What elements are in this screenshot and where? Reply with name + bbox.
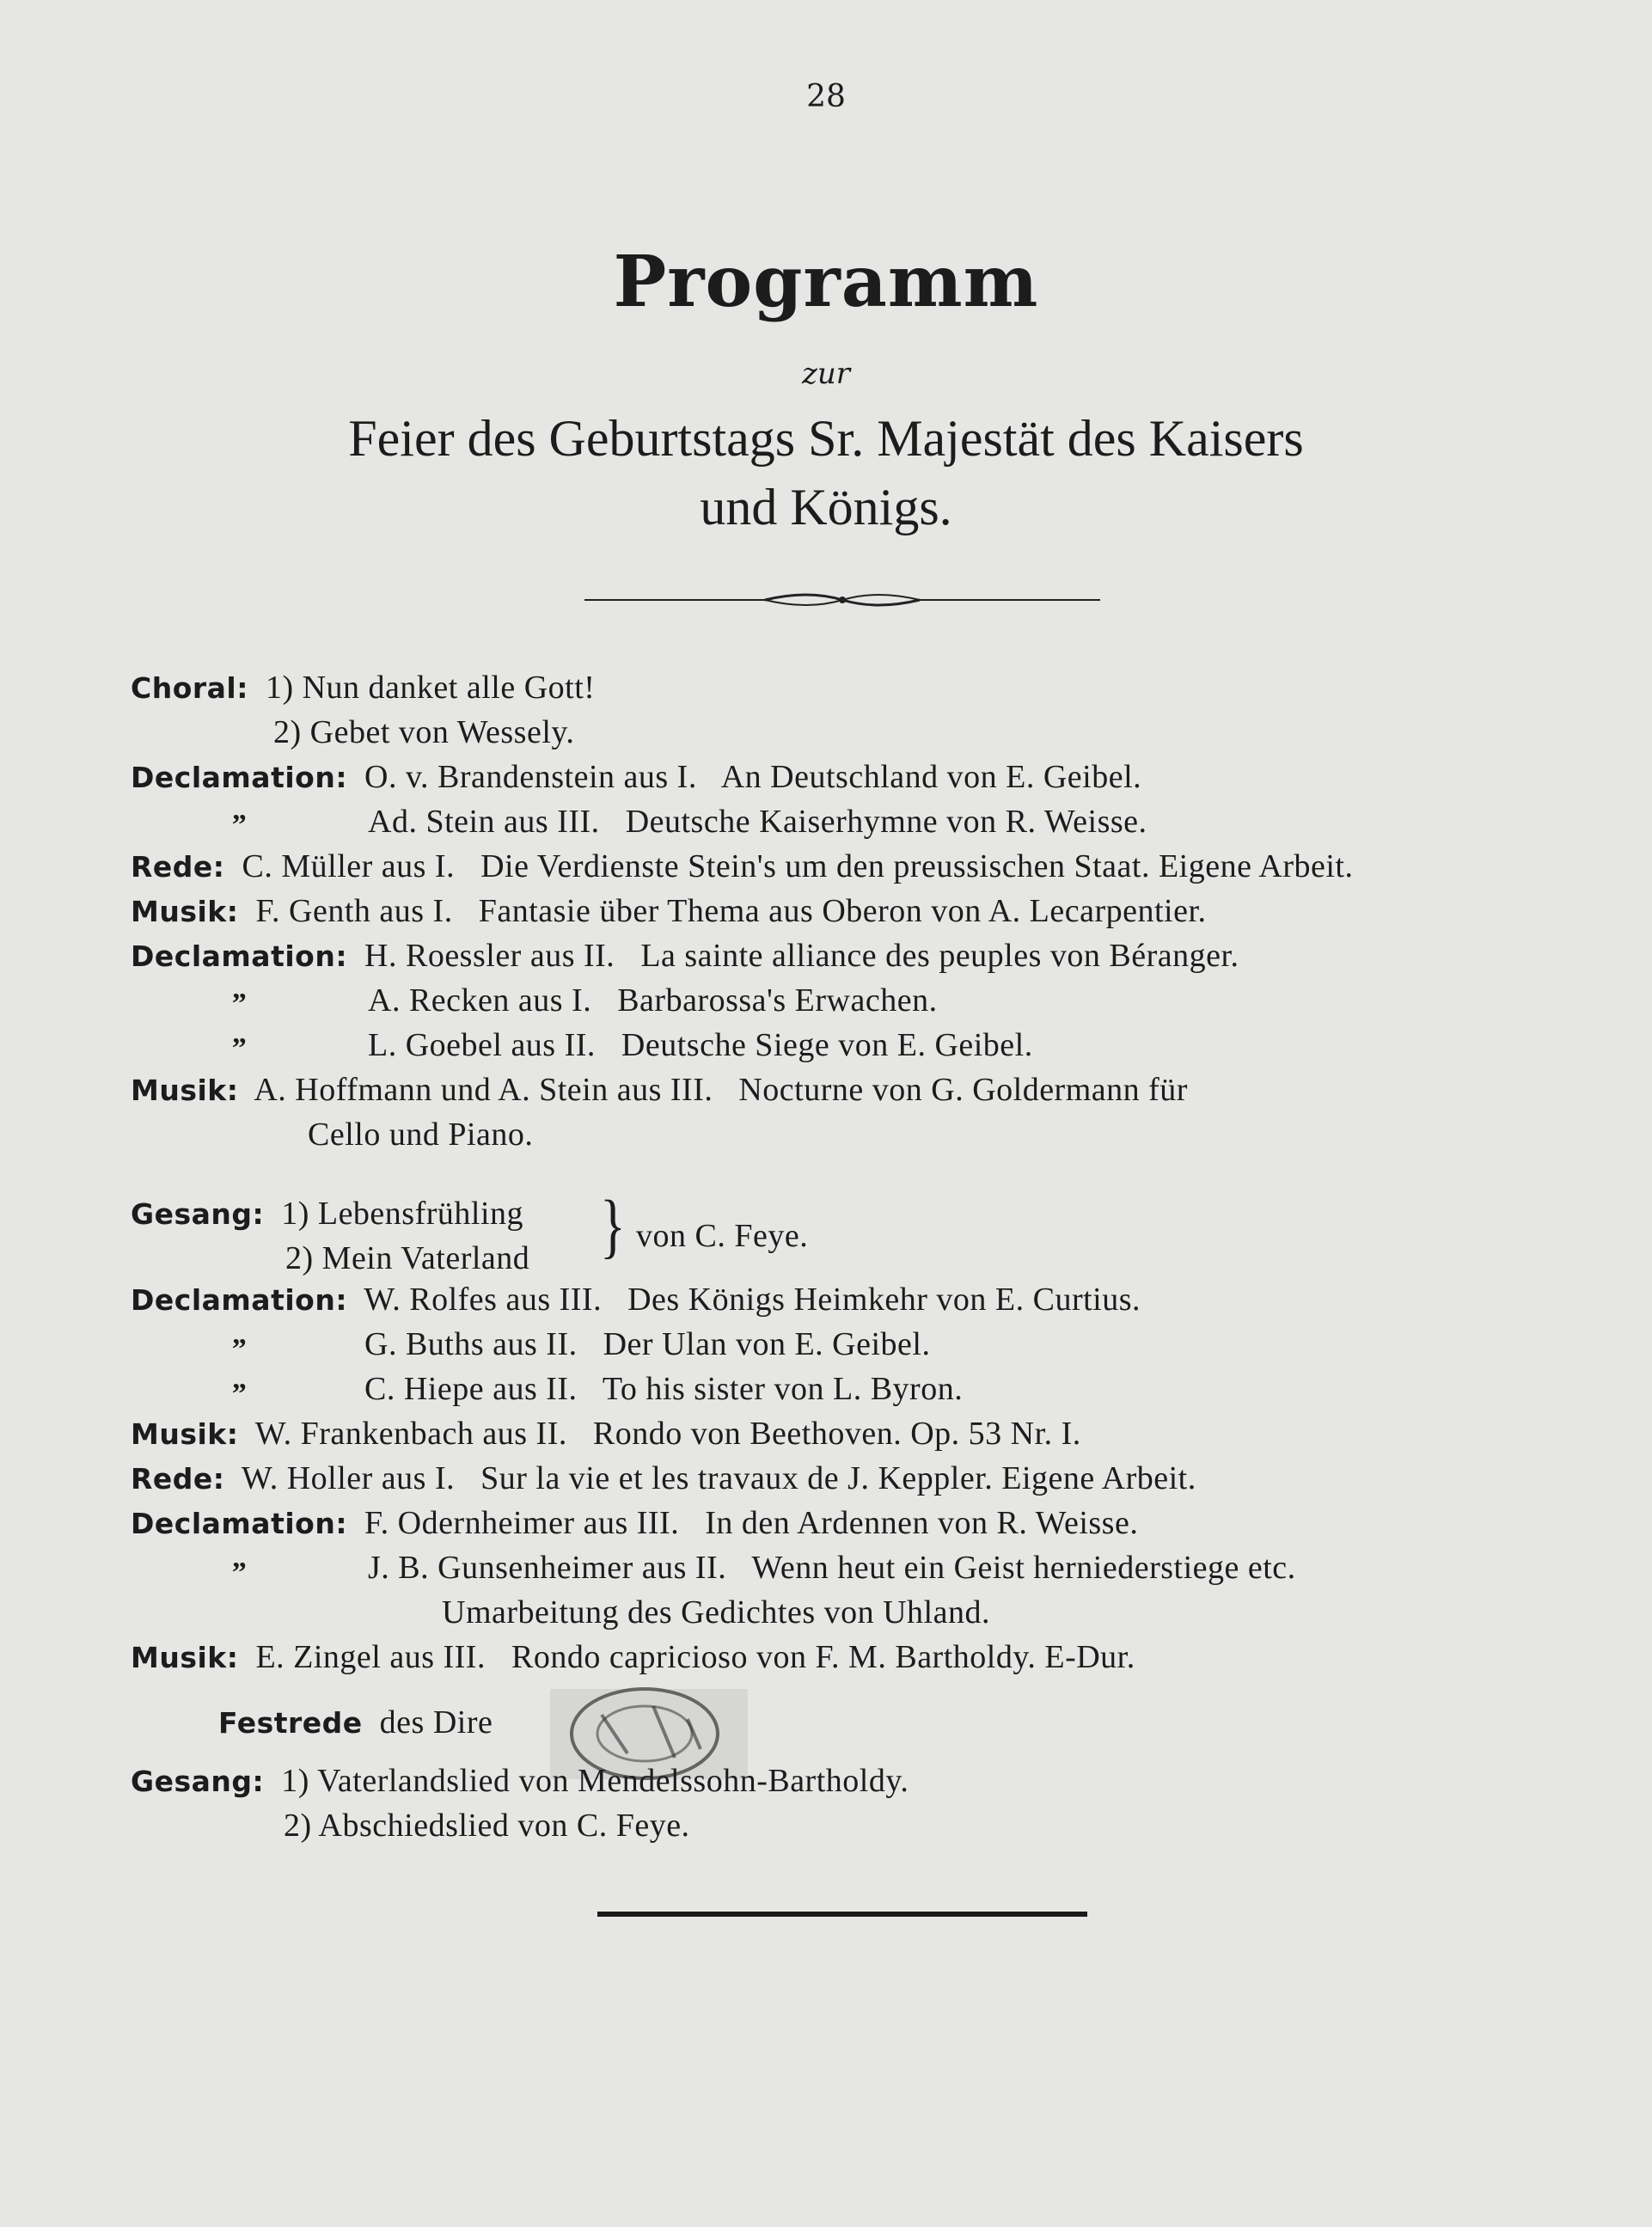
page-number: 28	[806, 79, 846, 114]
performer: A. Recken aus I.	[368, 982, 592, 1019]
program-row-declamation-10-cont	[442, 1594, 990, 1631]
section-label: Musik	[131, 1641, 227, 1674]
performer: W. Frankenbach aus II.	[254, 1416, 567, 1452]
section-label: Declamation	[131, 939, 336, 973]
program-row-declamation-5	[368, 1026, 1033, 1064]
performer: G. Buths aus II.	[364, 1326, 578, 1362]
program-row-gesang-1: Gesang: 1) Lebensfrühling	[131, 1196, 524, 1232]
closing-rule	[597, 1912, 1087, 1917]
piece: Sur la vie et les travaux de J. Keppler. Eigene Arbeit.	[480, 1460, 1196, 1496]
program-row-gesang-3: Gesang: 1) Vaterlandslied von Mendelssohn-Bartholdy.	[131, 1763, 909, 1799]
program-row-gesang-composer	[636, 1217, 808, 1255]
performer: F. Genth aus I.	[255, 893, 453, 929]
performer: W. Rolfes aus III.	[364, 1282, 603, 1318]
section-label: Rede	[131, 1462, 213, 1496]
section-label: Declamation	[131, 761, 336, 794]
piece: La sainte alliance des peuples von Béranger.	[640, 938, 1239, 974]
piece: Des Königs Heimkehr von E. Curtius.	[627, 1282, 1141, 1318]
composer: von C. Feye.	[636, 1218, 809, 1254]
ditto-mark: „	[232, 794, 247, 826]
performer: C. Hiepe aus II.	[364, 1371, 578, 1407]
program-item: 2) Mein Vaterland	[285, 1240, 530, 1276]
program-row-declamation-10	[368, 1549, 1296, 1587]
program-row-musik-3: Musik: W. Frankenbach aus II. Rondo von Beethoven. Op. 53 Nr. I.	[131, 1416, 1081, 1452]
program-item: 1) Lebensfrühling	[281, 1196, 524, 1232]
subtitle-line-2: und Königs.	[700, 479, 952, 535]
program-row-declamation-7	[364, 1325, 930, 1363]
piece: Umarbeitung des Gedichtes von Uhland.	[442, 1594, 990, 1630]
section-label: Declamation	[131, 1283, 336, 1317]
piece: In den Ardennen von R. Weisse.	[705, 1505, 1139, 1541]
performer: J. B. Gunsenheimer aus II.	[368, 1550, 727, 1586]
program-row-musik-2: Musik: A. Hoffmann und A. Stein aus III. Nocturne von G. Goldermann für	[131, 1072, 1188, 1108]
piece: Wenn heut ein Geist herniederstiege etc.	[751, 1550, 1296, 1586]
subtitle-line-1: Feier des Geburtstags Sr. Majestät des Kaisers	[348, 410, 1304, 467]
piece: Der Ulan von E. Geibel.	[603, 1326, 931, 1362]
piece: Cello und Piano.	[308, 1117, 534, 1153]
piece: Nocturne von G. Goldermann für	[738, 1072, 1188, 1108]
subtitle	[0, 404, 1652, 541]
program-row-musik-2-cont	[308, 1116, 533, 1153]
piece: Deutsche Kaiserhymne von R. Weisse.	[625, 804, 1147, 840]
section-label: Musik	[131, 895, 227, 928]
piece: Rondo capricioso von F. M. Bartholdy. E-Dur.	[511, 1639, 1135, 1675]
performer: L. Goebel aus II.	[368, 1027, 596, 1063]
program-row-declamation-8	[364, 1370, 963, 1408]
program-row-festrede	[218, 1704, 493, 1741]
program-row-declamation-1: Declamation: O. v. Brandenstein aus I. An Deutschland von E. Geibel.	[131, 759, 1142, 795]
program-row-rede-1: Rede: C. Müller aus I. Die Verdienste Stein's um den preussischen Staat. Eigene Arbeit.	[131, 848, 1354, 884]
program-item: 2) Gebet von Wessely.	[273, 714, 575, 750]
performer: E. Zingel aus III.	[255, 1639, 486, 1675]
piece: To his sister von L. Byron.	[602, 1371, 964, 1407]
ditto-mark: „	[232, 973, 247, 1005]
performer: Ad. Stein aus III.	[368, 804, 600, 840]
program-row-musik-4: Musik: E. Zingel aus III. Rondo capricioso von F. M. Bartholdy. E-Dur.	[131, 1639, 1135, 1675]
ditto-mark: „	[232, 1542, 247, 1574]
program-row-declamation-6: Declamation: W. Rolfes aus III. Des Königs Heimkehr von E. Curtius.	[131, 1282, 1141, 1318]
performer: W. Holler aus I.	[241, 1460, 456, 1496]
title-connector: zur	[801, 357, 851, 391]
performer: O. v. Brandenstein aus I.	[364, 759, 697, 795]
section-label: Choral	[131, 671, 237, 705]
section-label: Musik	[131, 1074, 227, 1107]
program-item: 1) Nun danket alle Gott!	[265, 670, 596, 706]
piece: Rondo von Beethoven. Op. 53 Nr. I.	[592, 1416, 1081, 1452]
ditto-mark: „	[232, 1363, 247, 1395]
performer: A. Hoffmann und A. Stein aus III.	[254, 1072, 713, 1108]
program-row-declamation-3: Declamation: H. Roessler aus II. La sainte alliance des peuples von Béranger.	[131, 938, 1239, 974]
section-label: Declamation	[131, 1507, 336, 1540]
performer: H. Roessler aus II.	[364, 938, 615, 974]
program-row-gesang-2	[285, 1239, 529, 1277]
program-item: des Dire	[379, 1704, 493, 1741]
piece: An Deutschland von E. Geibel.	[720, 759, 1142, 795]
piece: Deutsche Siege von E. Geibel.	[621, 1027, 1033, 1063]
piece: Barbarossa's Erwachen.	[617, 982, 938, 1019]
program-row-choral-1: Choral: 1) Nun danket alle Gott!	[131, 670, 596, 706]
section-label: Rede	[131, 850, 213, 884]
ditto-mark: „	[232, 1018, 247, 1049]
program-row-choral-2	[273, 713, 574, 751]
piece: Fantasie über Thema aus Oberon von A. Lecarpentier.	[478, 893, 1207, 929]
program-item: 2) Abschiedslied von C. Feye.	[284, 1808, 690, 1844]
section-label: Musik	[131, 1417, 227, 1451]
section-label: Gesang	[131, 1197, 253, 1231]
program-row-musik-1: Musik: F. Genth aus I. Fantasie über Thema aus Oberon von A. Lecarpentier.	[131, 893, 1207, 929]
program-row-declamation-4	[368, 982, 938, 1019]
performer: F. Odernheimer aus III.	[364, 1505, 680, 1541]
piece: Die Verdienste Stein's um den preussischen Staat. Eigene Arbeit.	[480, 848, 1354, 884]
ornament-divider	[584, 583, 1100, 617]
performer: C. Müller aus I.	[242, 848, 456, 884]
program-row-declamation-2	[368, 803, 1147, 841]
program-row-declamation-9: Declamation: F. Odernheimer aus III. In den Ardennen von R. Weisse.	[131, 1505, 1139, 1541]
section-label: Festrede	[218, 1706, 363, 1740]
brace: }	[600, 1186, 626, 1266]
program-row-gesang-4	[284, 1807, 690, 1845]
program-item: 1) Vaterlandslied von Mendelssohn-Bartholdy.	[281, 1763, 909, 1799]
page-title: Programm	[613, 241, 1039, 323]
section-label: Gesang	[131, 1765, 253, 1798]
program-row-rede-2: Rede: W. Holler aus I. Sur la vie et les travaux de J. Keppler. Eigene Arbeit.	[131, 1460, 1196, 1496]
ditto-mark: „	[232, 1318, 247, 1350]
